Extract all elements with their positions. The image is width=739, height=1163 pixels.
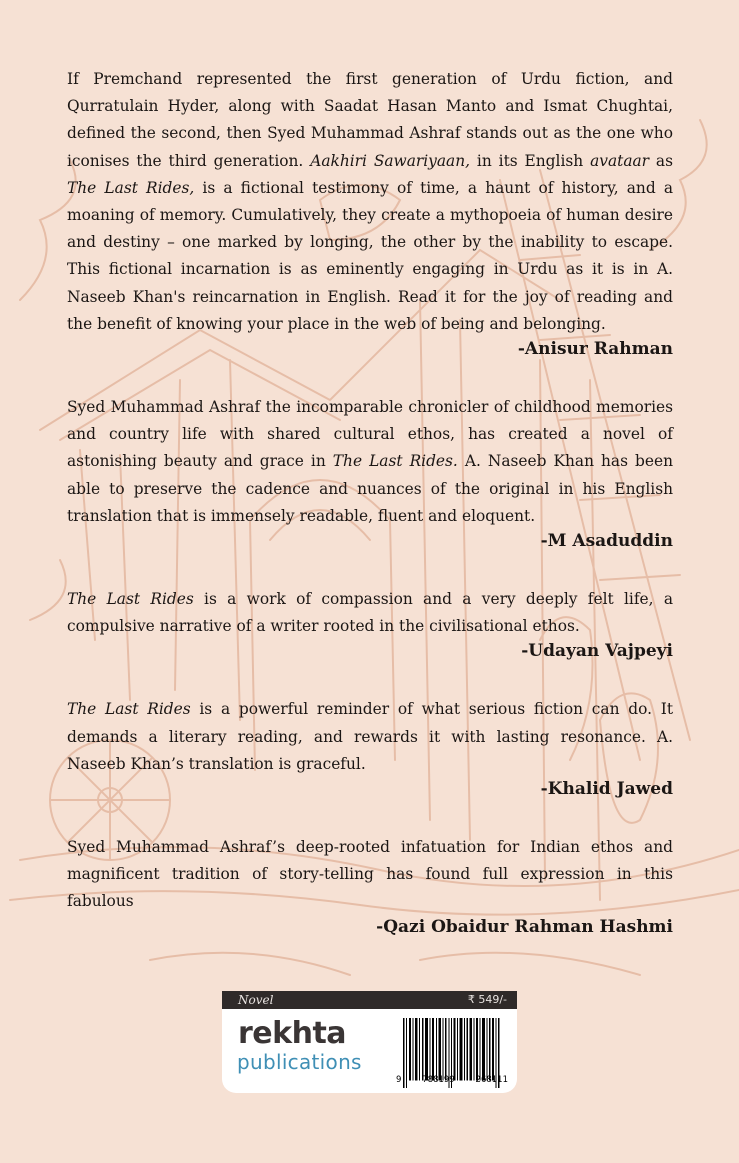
review-udayan-vajpeyi [67, 586, 673, 662]
review-author: -Khalid Jawed [540, 779, 673, 800]
publisher-bar [222, 991, 517, 1009]
review-khalid-jawed [67, 696, 673, 800]
review-text: Syed Muhammad Ashraf’s deep-rooted infatuation for Indian ethos and magnificent tradition of story-telling has found full expression in this fabulous [67, 838, 673, 911]
review-author: -M Asaduddin [540, 531, 673, 552]
publisher-logo-area [222, 1009, 517, 1093]
price-label: ₹ 549/- [467, 993, 507, 1006]
review-m-asaduddin [67, 394, 673, 552]
isbn-number: 9 788199 268111 [396, 1075, 508, 1085]
review-text: If Premchand represented the first generation of Urdu fiction, and Qurratulain Hyder, along with Saadat Hasan Manto and Ismat Chughtai, defined the second, then Syed Muhammad Ashraf stands out as the one who iconises the third generation. Aakhiri Sawariyaan, in its English avataar as The Last Rides, is a fictional testimony of time, a haunt of history, and a moaning of memory. Cumulatively, they create a mythopoeia of human desire and destiny – one marked by longing, the other by the inability to escape. This fictional incarnation is as eminently engaging in Urdu as it is in A. Naseeb Khan's reincarnation in English. Read it for the joy of reading and the benefit of knowing your place in the web of being and belonging. [67, 70, 674, 333]
genre-label: Novel [238, 993, 274, 1007]
review-author: -Qazi Obaidur Rahman Hashmi [376, 916, 673, 937]
review-text: Syed Muhammad Ashraf the incomparable chronicler of childhood memories and country life with shared cultural ethos, has created a novel of astonishing beauty and grace in The Last Rides. A. Naseeb Khan has been able to preserve the cadence and nuances of the original in his English translation that is immensely readable, fluent and eloquent. [67, 398, 673, 525]
publisher-box [222, 991, 517, 1093]
review-text: The Last Rides is a powerful reminder of what serious fiction can do. It demands a literary reading, and rewards it with lasting resonance. A. Naseeb Khan’s translation is graceful. [67, 700, 674, 773]
review-anisur-rahman [67, 66, 673, 360]
rekhta-logo-text: rekhta [238, 1016, 347, 1051]
review-author: -Anisur Rahman [517, 339, 673, 360]
publications-logo-text: publications [237, 1050, 362, 1074]
review-author: -Udayan Vajpeyi [521, 641, 673, 662]
reviews-section [67, 66, 673, 972]
review-text: The Last Rides is a work of compassion and a very deeply felt life, a compulsive narrative of a writer rooted in the civilisational ethos. [67, 590, 673, 636]
review-qazi-obaidur-rahman-hashmi [67, 834, 673, 938]
